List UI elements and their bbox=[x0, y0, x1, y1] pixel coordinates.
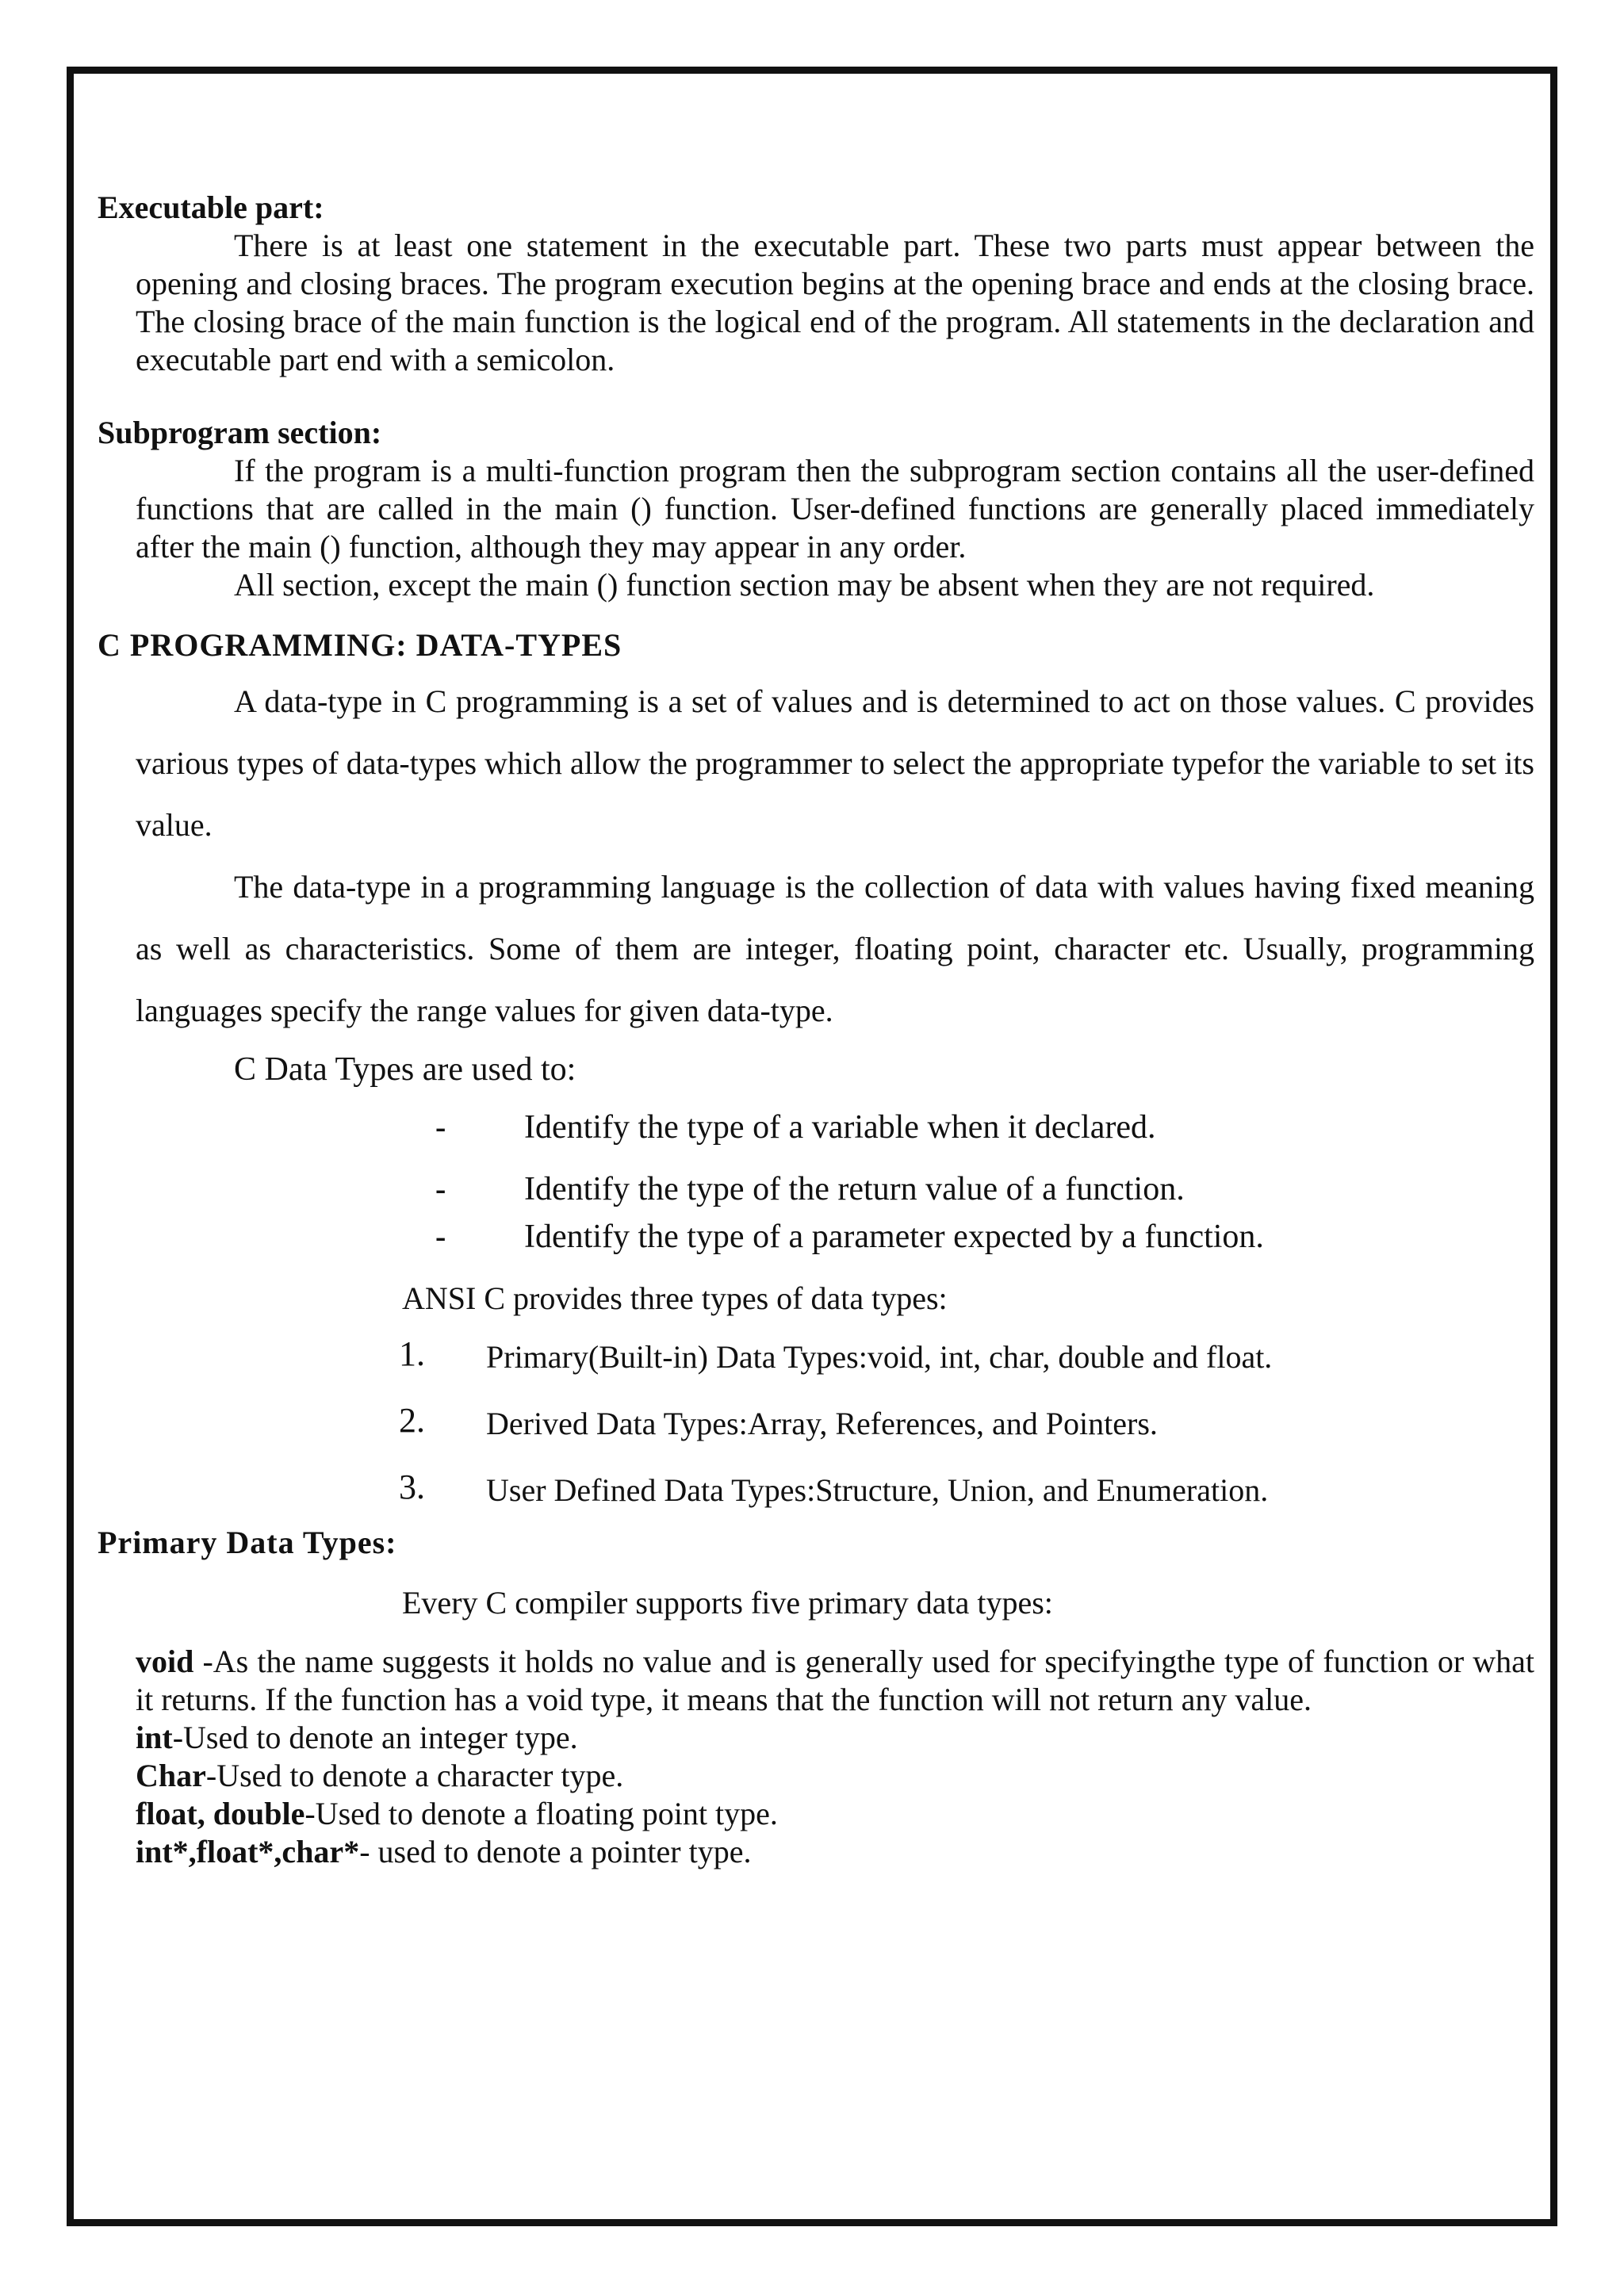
term: Char bbox=[136, 1758, 206, 1793]
executable-part-text: There is at least one statement in the executable part. These two parts must appear between the opening and closing braces. The program execution begins at the opening brace and ends at the closing brace. The closing brace of the main function is the logical end of the program. All statements in the declaration and executable part end with a semicolon. bbox=[136, 228, 1534, 377]
definition-float-double bbox=[136, 1795, 802, 1833]
ansi-type-text: Derived Data Types:Array, References, and Pointers. bbox=[486, 1406, 1158, 1441]
list-item bbox=[98, 1335, 1534, 1402]
term: int bbox=[136, 1720, 173, 1755]
desc: -Used to denote an integer type. bbox=[172, 1720, 578, 1755]
use-text: Identify the type of a variable when it declared. bbox=[524, 1109, 1156, 1146]
dash-bullet: - bbox=[435, 1219, 446, 1254]
definition-pointer bbox=[136, 1833, 1534, 1871]
heading-executable-part: Executable part: bbox=[98, 189, 324, 225]
desc: -Used to denote a character type. bbox=[205, 1758, 624, 1793]
list-number: 2. bbox=[399, 1401, 425, 1440]
list-number: 1. bbox=[399, 1334, 425, 1373]
primary-intro: Every C compiler supports five primary data types: bbox=[402, 1585, 1053, 1621]
desc: - used to denote a pointer type. bbox=[359, 1834, 752, 1869]
ansi-type-text: Primary(Built-in) Data Types:void, int, char, double and float. bbox=[486, 1339, 1273, 1375]
subprogram-text-2: All section, except the main () function section may be absent when they are not required. bbox=[234, 567, 1375, 603]
term: void bbox=[136, 1644, 194, 1679]
desc: -As the name suggests it holds no value and is generally used for specifyingthe type of function or what it returns. If the function has a void type, it means that the function will not return any value. bbox=[136, 1644, 1534, 1717]
data-types-used-to: C Data Types are used to: bbox=[234, 1051, 576, 1088]
list-item bbox=[98, 1108, 1534, 1170]
heading-subprogram-section: Subprogram section: bbox=[98, 415, 382, 450]
use-text: Identify the type of a parameter expected by a function. bbox=[524, 1219, 1264, 1255]
ansi-type-text: User Defined Data Types:Structure, Union, and Enumeration. bbox=[486, 1472, 1269, 1508]
definition-int bbox=[136, 1719, 1534, 1757]
list-number: 3. bbox=[399, 1468, 425, 1506]
primary-definitions bbox=[136, 1643, 1534, 1871]
data-types-para-2: The data-type in a programming language is the collection of data with values having fixed meaning as well as characteristics. Some of them are integer, floating point, character etc. Usually, programming languages specify the range values for given data-type. bbox=[136, 869, 1534, 1028]
definition-char bbox=[136, 1757, 1534, 1795]
term: float, double bbox=[136, 1796, 305, 1831]
list-item bbox=[98, 1402, 1534, 1468]
heading-primary-data-types: Primary Data Types: bbox=[98, 1525, 397, 1560]
term: int*,float*,char* bbox=[136, 1834, 360, 1869]
document-body bbox=[98, 189, 1534, 1871]
heading-data-types: C PROGRAMMING: DATA-TYPES bbox=[98, 627, 622, 663]
list-item bbox=[98, 1468, 1534, 1524]
ansi-types-list bbox=[98, 1335, 1534, 1524]
dash-bullet: - bbox=[435, 1171, 446, 1207]
list-item bbox=[98, 1218, 1534, 1280]
data-types-para-1: A data-type in C programming is a set of values and is determined to act on those values. C provides various types of data-types which allow the programmer to select the appropriate typefor the variable to set its value. bbox=[136, 683, 1534, 843]
dash-bullet: - bbox=[435, 1109, 446, 1145]
data-types-uses-list bbox=[98, 1108, 1534, 1280]
definition-void bbox=[136, 1643, 1534, 1719]
list-item bbox=[98, 1170, 1534, 1218]
subprogram-text-1: If the program is a multi-function program then the subprogram section contains all the user-defined functions that are called in the main () function. User-defined functions are generally placed immediately after the main () function, although they may appear in any order. bbox=[136, 453, 1534, 564]
desc: -Used to denote a floating point type. bbox=[304, 1796, 778, 1831]
use-text: Identify the type of the return value of a function. bbox=[524, 1171, 1185, 1207]
ansi-intro: ANSI C provides three types of data types: bbox=[402, 1280, 948, 1316]
